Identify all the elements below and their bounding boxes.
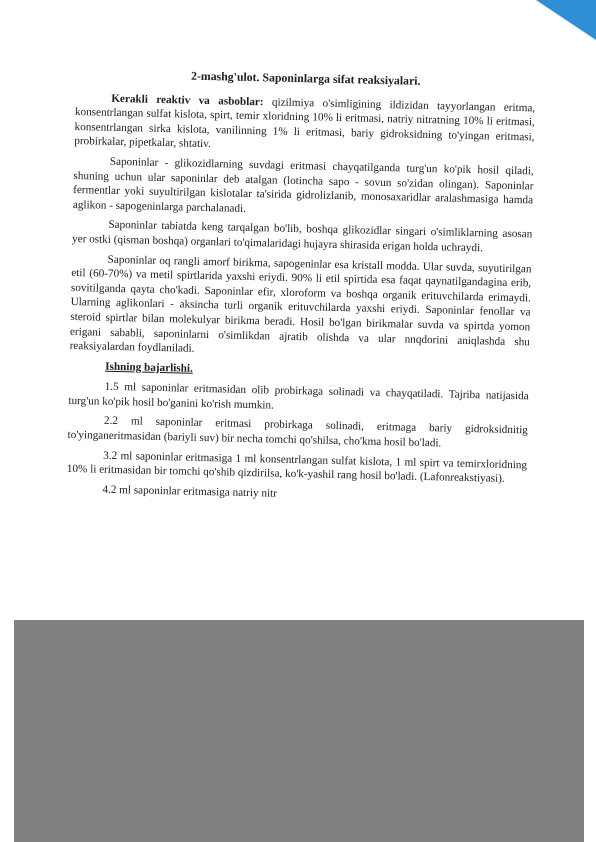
- document-page: [66, 66, 536, 512]
- body-paragraph: Saponinlar oq rangli amorf birikma, sapogeninlar esa kristall modda. Ular suvda, suyutirilgan etil (60-70%) va metil spirtlarida yaxshi eriydi. 90% li etil spirtida esa faqat qaynatilgandagina erib, sovitilganda qayta cho'kadi. Saponinlar efir, xloroform va boshqa organik erituvchilarda erimaydi. Ularning aglikonlari - aksincha turli organik erituvchilarda yaxshi eriydi. Saponinlar fenollar va steroid spirtlar bilan molekulyar birikma beradi. Hosil bo'lgan birikmalar suvda va spirtda yomon erigani sababli, saponinlarni o'simlikdan ajratib olishda va ular nnqdorini aniqlashda shu reaksiyalardan foydlaniladi.: [69, 253, 532, 355]
- procedure-step: 4.2 ml saponinlar eritmasiga natriy nitr: [102, 483, 278, 500]
- redaction-block: [14, 620, 584, 842]
- procedure-step: 3.2 ml saponinlar eritmasiga 1 ml konsentrlangan sulfat kislota, 1 ml spirt va temirxloridning 10% li eritmasidan bir tomchi qo'shib qizdirilsa, ko'k-yashil rang hosil bo'ladi. (Lafonreakstiyasi).: [66, 449, 528, 486]
- corner-accent: [536, 0, 596, 40]
- procedure-step: 2.2 ml saponinlar eritmasi probirkaga solinadi, eritmaga bariy gidroksidnitig to'yinganeritmasidan (bariyli suv) bir necha tomchi qo'shilsa, cho'kma hosil bo'ladi.: [67, 415, 528, 450]
- reagents-paragraph: [74, 91, 535, 160]
- procedure-heading: Ishning bajarlishi.: [105, 360, 193, 375]
- procedure-step: 1.5 ml saponinlar eritmasidan olib probirkaga solinadi va chayqatiladi. Tajriba natijasida turg'un ko'pik hosil bo'ganini ko'rish mumkin.: [68, 381, 529, 412]
- reagents-text: qizilmiya o'simligining ildizidan tayyorlangan eritma, konsentrlangan sulfat kislota, spirt, temir xloridning 10% li eritmasi, natriy nitratning 10% li eritmasi, konsentrlangan sirka kislota, vanilinning 1% li eritmasi, bariy gidroksidning to'yingan eritmasi, probirkalar, pipetkalar, shtativ.: [74, 95, 536, 151]
- body-paragraph: Saponinlar - glikozidlarning suvdagi eritmasi chayqatilganda turg'un ko'pik hosil qiladi, shuning uchun ular saponinlar deb atalgan (lotincha sapo - sovun so'zidan olingan). Saponinlar fermentlar yoki suyultirilgan kislotalar ta'sirida gidrolizlanib, monosaxaridlar aralashmasiga hamda aglikon - sapogeninlarga parchalanadi.: [72, 155, 534, 215]
- document-title: 2-mashg'ulot. Saponinlarga sifat reaksiyalari.: [190, 68, 421, 88]
- reagents-label: Kerakli reaktiv va asboblar:: [111, 92, 264, 108]
- body-paragraph: Saponinlar tabiatda keng tarqalgan bo'lib, boshqa glikozidlar singari o'simliklarning asosan yer ostki (qisman boshqa) organlari to'qimalaridagi hujayra shirasida erigan holda uchraydi.: [71, 219, 533, 255]
